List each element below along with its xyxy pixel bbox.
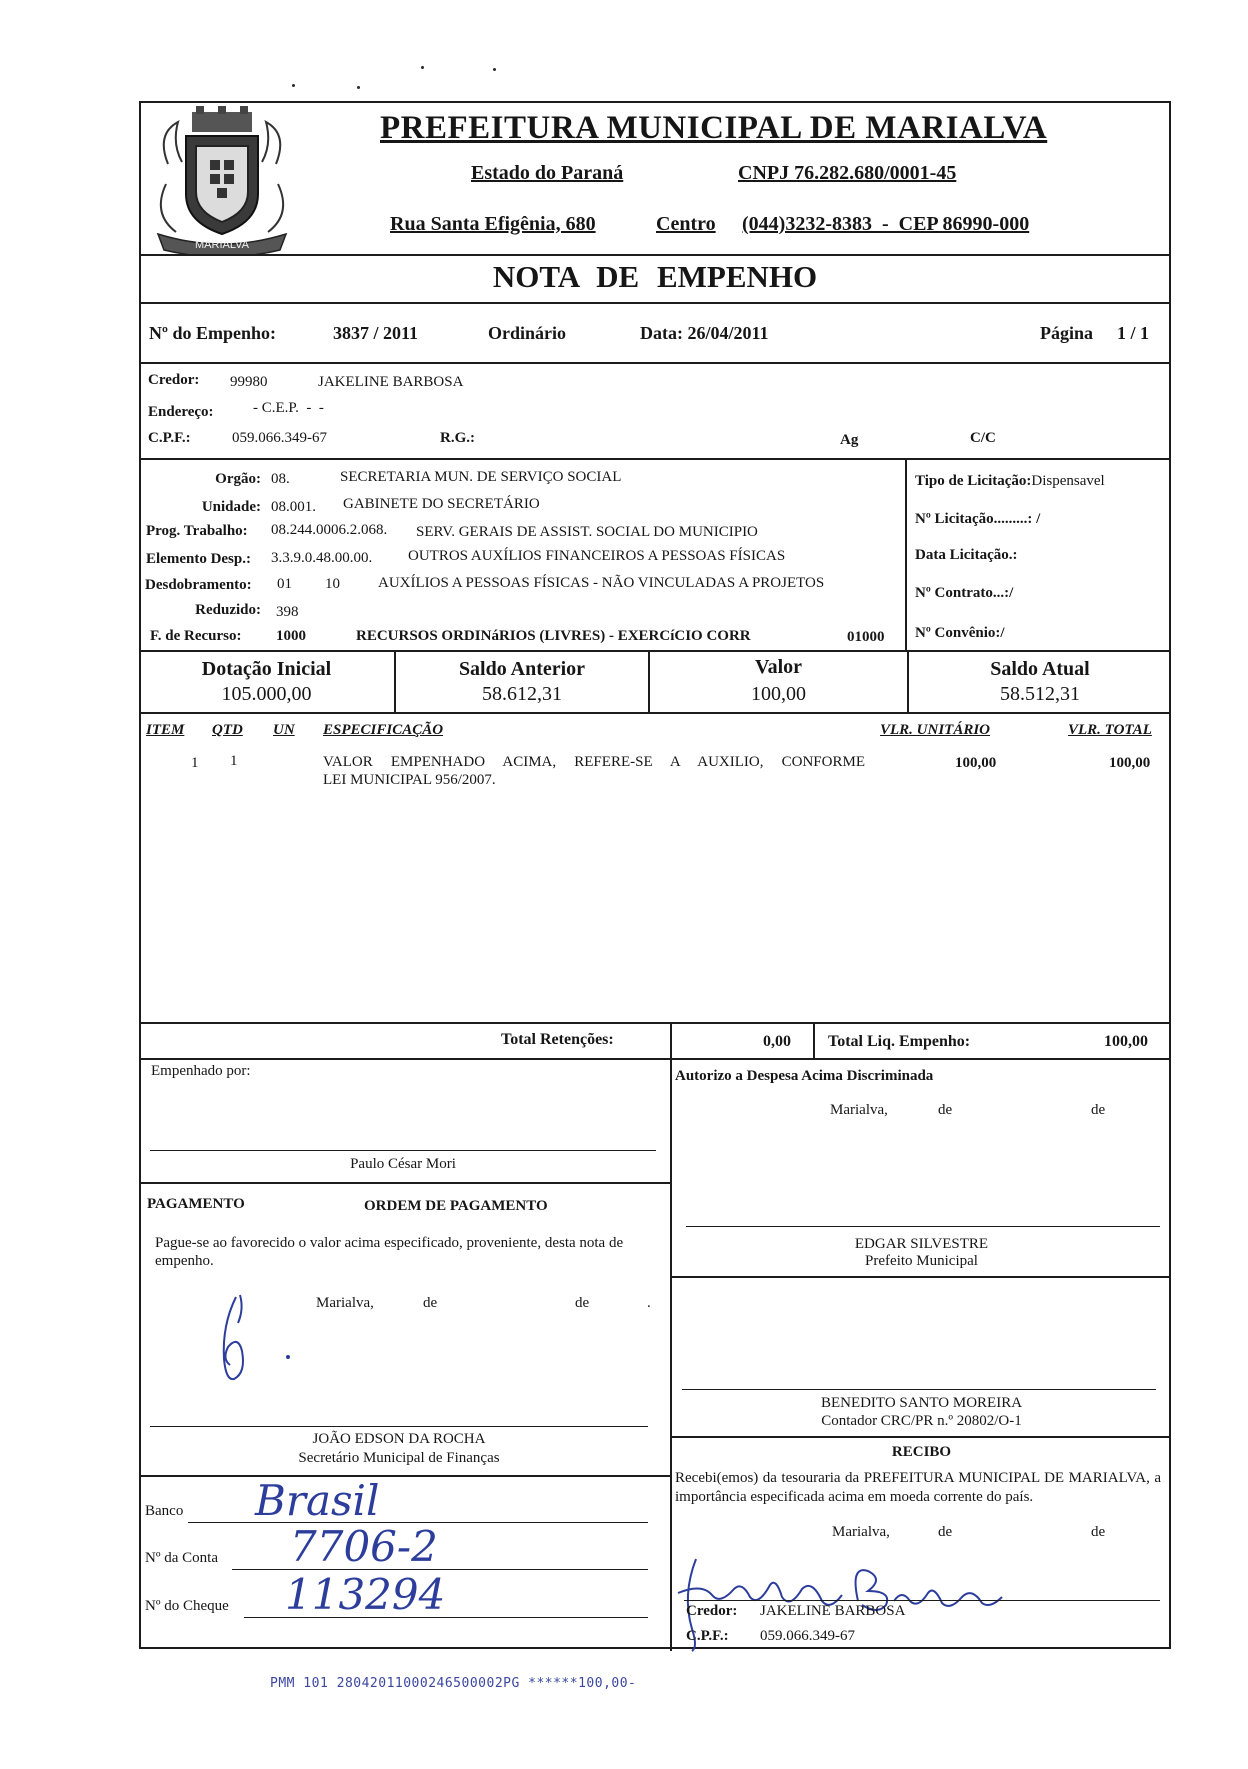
col-vlr-total: VLR. TOTAL xyxy=(1068,722,1152,738)
recibo-credor-label: Credor: xyxy=(686,1603,738,1619)
saldo-atual-label: Saldo Atual xyxy=(990,658,1090,680)
recurso-code: 1000 xyxy=(276,628,306,644)
org-address: Rua Santa Efigênia, 680 xyxy=(390,213,596,235)
convenio-number: Nº Convênio:/ xyxy=(915,625,1005,641)
crest-banner-text: MARIALVA xyxy=(195,239,249,251)
contrato-number: Nº Contrato...:/ xyxy=(915,585,1014,601)
empenho-type: Ordinário xyxy=(488,323,567,343)
municipal-crest-icon xyxy=(148,104,296,256)
endereco-label: Endereço: xyxy=(148,404,214,420)
scan-speck xyxy=(292,84,295,87)
total-liq-label: Total Liq. Empenho: xyxy=(828,1033,971,1050)
recibo-cpf-value: 059.066.349-67 xyxy=(760,1628,855,1644)
conta-label: Nº da Conta xyxy=(145,1550,218,1566)
ordem-pagamento-label: ORDEM DE PAGAMENTO xyxy=(364,1198,548,1214)
banco-label: Banco xyxy=(145,1503,184,1519)
empenho-date: Data: 26/04/2011 xyxy=(640,323,769,343)
rg-label: R.G.: xyxy=(440,430,475,446)
pagamento-city: Marialva, xyxy=(316,1295,374,1311)
org-state: Estado do Paraná xyxy=(471,162,624,184)
org-title: PREFEITURA MUNICIPAL DE MARIALVA xyxy=(380,110,1048,146)
licitacao-data: Data Licitação.: xyxy=(915,547,1018,563)
empenhado-signer: Paulo César Mori xyxy=(350,1156,456,1172)
financas-signer-role: Secretário Municipal de Finanças xyxy=(298,1450,500,1466)
recibo-de-2: de xyxy=(1091,1524,1106,1540)
recurso-code-2: 01000 xyxy=(847,629,885,645)
row-qtd: 1 xyxy=(230,753,238,769)
page-number: 1 / 1 xyxy=(1117,323,1150,343)
document-title: NOTA DE EMPENHO xyxy=(492,259,818,294)
recibo-credor-name: JAKELINE BARBOSA xyxy=(760,1603,906,1619)
scan-speck xyxy=(421,66,424,69)
empenhado-por-label: Empenhado por: xyxy=(151,1063,251,1079)
saldo-anterior-value: 58.612,31 xyxy=(482,683,562,705)
col-especificacao: ESPECIFICAÇÃO xyxy=(323,722,444,738)
financas-signer-name: JOÃO EDSON DA ROCHA xyxy=(312,1431,486,1447)
autorizo-de-1: de xyxy=(938,1102,953,1118)
recurso-desc: RECURSOS ORDINáRIOS (LIVRES) - EXERCíCIO CORR xyxy=(356,628,751,644)
row-vlr-total: 100,00 xyxy=(1109,755,1151,771)
pagamento-de-2: de xyxy=(575,1295,590,1311)
prog-desc: SERV. GERAIS DE ASSIST. SOCIAL DO MUNICIPIO xyxy=(416,524,758,540)
total-retencoes-value: 0,00 xyxy=(763,1033,791,1050)
pagamento-label: PAGAMENTO xyxy=(147,1196,245,1212)
cc-label: C/C xyxy=(970,430,996,446)
dotacao-value: 105.000,00 xyxy=(221,683,312,705)
col-un: UN xyxy=(273,722,295,738)
cheque-handwritten: 113294 xyxy=(285,1570,446,1619)
rubric-signature-icon xyxy=(200,1285,310,1395)
prefeito-name: EDGAR SILVESTRE xyxy=(854,1236,989,1252)
autorizo-city: Marialva, xyxy=(830,1102,888,1118)
banco-handwritten: Brasil xyxy=(255,1476,380,1525)
valor-value: 100,00 xyxy=(751,683,806,705)
contador-signature-line xyxy=(682,1389,1156,1390)
scan-speck xyxy=(357,86,360,89)
credor-name: JAKELINE BARBOSA xyxy=(318,374,464,390)
pagamento-text: Pague-se ao favorecido o valor acima especificado, proveniente, desta nota de empenho. xyxy=(155,1235,624,1269)
row-espec-line-2: LEI MUNICIPAL 956/2007. xyxy=(323,772,496,788)
unidade-desc: GABINETE DO SECRETÁRIO xyxy=(343,496,540,512)
credor-signature-line xyxy=(684,1600,1160,1601)
cpf-label: C.P.F.: xyxy=(148,430,191,446)
empenho-number: 3837 / 2011 xyxy=(333,323,419,343)
recibo-title: RECIBO xyxy=(891,1444,952,1460)
recibo-text: Recebi(emos) da tesouraria da PREFEITURA MUNICIPAL DE MARIALVA, a importância especificada acima em moeda corrente do país. xyxy=(675,1470,1161,1505)
row-espec-line-1: VALOR EMPENHADO ACIMA, REFERE-SE A AUXILIO, CONFORME xyxy=(323,754,865,770)
recibo-de-1: de xyxy=(938,1524,953,1540)
contador-role: Contador CRC/PR n.º 20802/O-1 xyxy=(821,1413,1022,1429)
table-row xyxy=(139,752,1171,812)
elemento-desc: OUTROS AUXÍLIOS FINANCEIROS A PESSOAS FÍSICAS xyxy=(408,548,786,564)
ag-label: Ag xyxy=(840,432,859,448)
desdobramento-code-2: 10 xyxy=(325,576,340,592)
recibo-cpf-label: C.P.F.: xyxy=(686,1628,729,1644)
licitacao-tipo: Tipo de Licitação:Dispensavel xyxy=(915,473,1105,489)
financas-signature-line xyxy=(150,1426,648,1427)
recurso-label: F. de Recurso: xyxy=(150,628,242,644)
org-district: Centro xyxy=(656,213,716,235)
org-cnpj: CNPJ 76.282.680/0001-45 xyxy=(738,162,957,184)
saldo-anterior-label: Saldo Anterior xyxy=(458,658,586,680)
reduzido-value: 398 xyxy=(276,604,299,620)
prefeito-role: Prefeito Municipal xyxy=(865,1253,978,1269)
elemento-code: 3.3.9.0.48.00.00. xyxy=(271,550,373,566)
col-vlr-unitario: VLR. UNITÁRIO xyxy=(880,722,991,738)
row-item: 1 xyxy=(191,755,199,771)
saldo-atual-value: 58.512,31 xyxy=(1000,683,1080,705)
endereco-value: - C.E.P. - - xyxy=(253,400,324,416)
orgao-code: 08. xyxy=(271,471,290,487)
total-liq-value: 100,00 xyxy=(1104,1033,1148,1050)
desdobramento-code-1: 01 xyxy=(277,576,292,592)
prefeito-signature-line xyxy=(686,1226,1160,1227)
credor-code: 99980 xyxy=(230,374,268,390)
recibo-city: Marialva, xyxy=(832,1524,890,1540)
valor-label: Valor xyxy=(754,656,803,678)
col-qtd: QTD xyxy=(212,722,243,738)
unidade-label: Unidade: xyxy=(201,499,261,515)
prog-label: Prog. Trabalho: xyxy=(146,523,248,539)
org-phone-cep: (044)3232-8383 - CEP 86990-000 xyxy=(742,213,1030,235)
row-vlr-unitario: 100,00 xyxy=(955,755,997,771)
page-label: Página xyxy=(1040,323,1094,343)
desdobramento-label: Desdobramento: xyxy=(145,577,252,593)
autorizo-de-2: de xyxy=(1091,1102,1106,1118)
pagamento-de-1: de xyxy=(423,1295,438,1311)
prog-code: 08.244.0006.2.068. xyxy=(271,522,388,538)
pagamento-dot: . xyxy=(647,1295,651,1311)
scan-speck xyxy=(493,68,496,71)
credor-label: Credor: xyxy=(148,372,200,388)
payment-stamp: PMM 101 28042011000246500002PG ******100,00- xyxy=(270,1676,637,1691)
orgao-desc: SECRETARIA MUN. DE SERVIÇO SOCIAL xyxy=(340,469,622,485)
dotacao-label: Dotação Inicial xyxy=(201,658,332,680)
contador-name: BENEDITO SANTO MOREIRA xyxy=(820,1395,1023,1411)
orgao-label: Orgão: xyxy=(215,471,261,487)
conta-handwritten: 7706-2 xyxy=(290,1522,438,1571)
reduzido-label: Reduzido: xyxy=(195,602,261,618)
unidade-code: 08.001. xyxy=(271,499,316,515)
cheque-label: Nº do Cheque xyxy=(145,1598,229,1614)
empenhado-signature-line xyxy=(150,1150,656,1151)
elemento-label: Elemento Desp.: xyxy=(146,551,251,567)
autorizo-label: Autorizo a Despesa Acima Discriminada xyxy=(675,1068,934,1084)
licitacao-numero: Nº Licitação.........: / xyxy=(915,511,1041,527)
desdobramento-desc: AUXÍLIOS A PESSOAS FÍSICAS - NÃO VINCULADAS A PROJETOS xyxy=(378,575,825,591)
empenho-label: Nº do Empenho: xyxy=(149,323,276,343)
col-item: ITEM xyxy=(146,722,185,738)
total-retencoes-label: Total Retenções: xyxy=(501,1031,614,1048)
cpf-value: 059.066.349-67 xyxy=(232,430,327,446)
